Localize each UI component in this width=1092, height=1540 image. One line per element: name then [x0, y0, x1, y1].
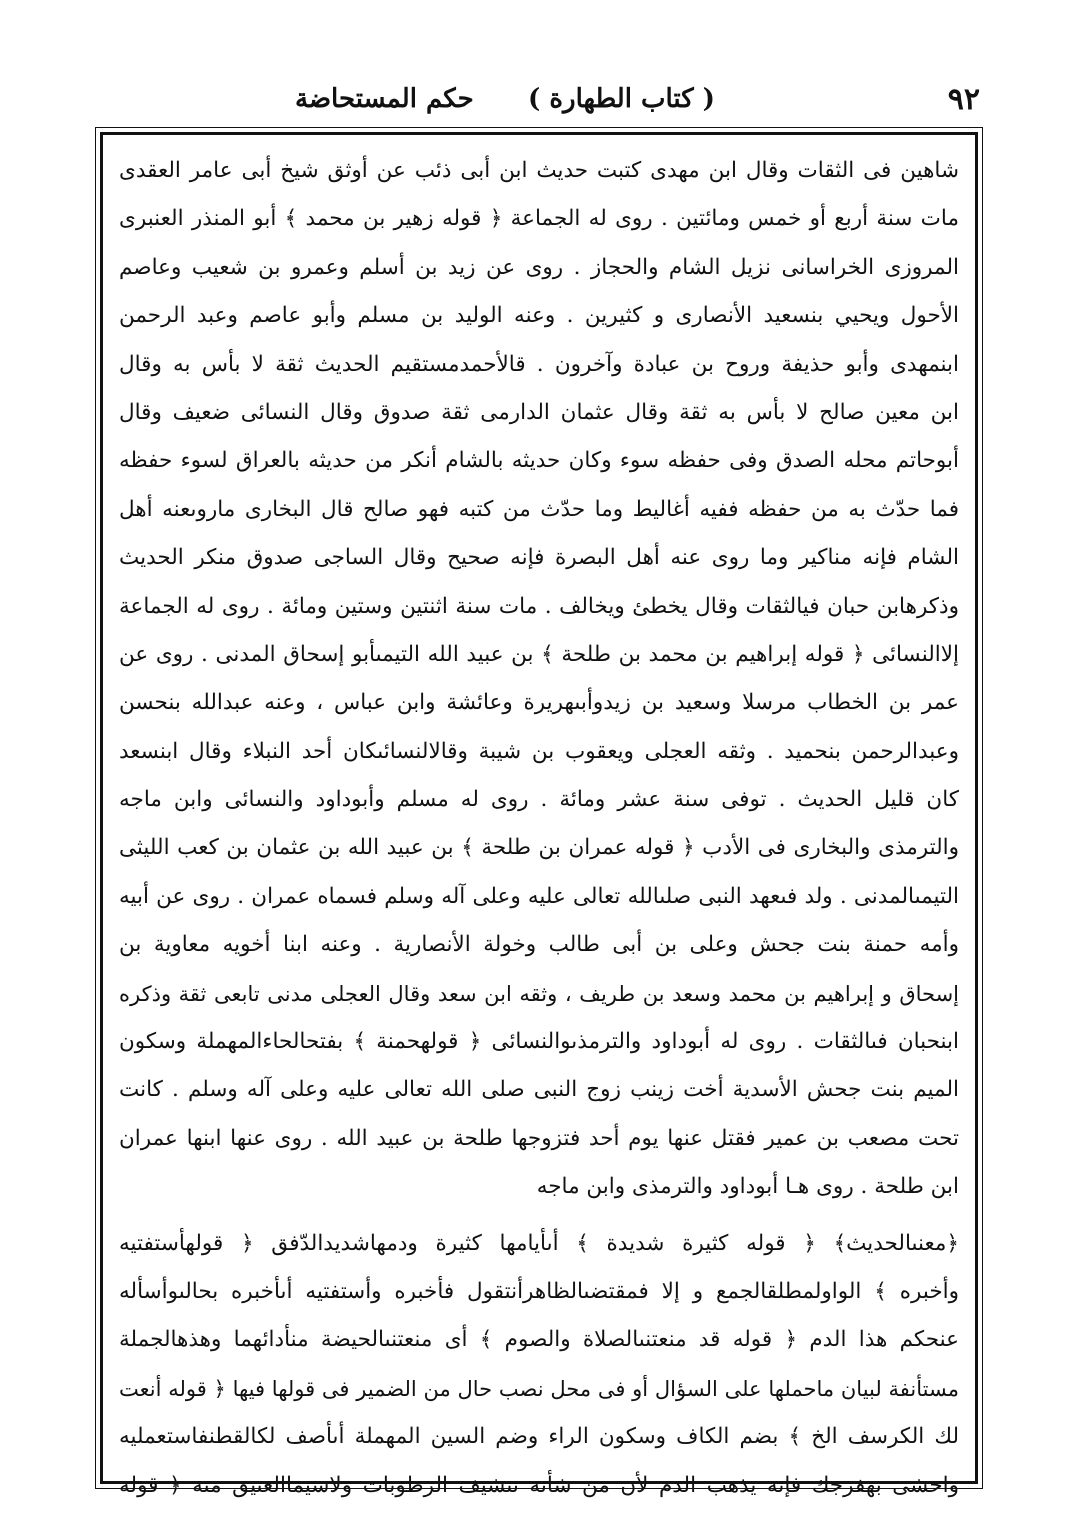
page-number: ٩٢ [947, 82, 980, 117]
text-line: ابن طلحة . روى هـا أبوداود والترمذى وابن ماجه [536, 1174, 959, 1200]
text-line: التيمىالمدنى . ولد فىعهد النبى صلىالله تعالى عليه وعلى آله وسلم فسماه عمران . روى عن أبيه [119, 883, 959, 909]
text-line: فما حدّث به من حفظه ففيه أغاليط وما حدّث من كتبه فهو صالح قال البخارى ماروىعنه أهل [119, 496, 959, 522]
text-line: الأحول ويحيي بنسعيد الأنصارى و كثيرين . وعنه الوليد بن مسلم وأبو عاصم وعبد الرحمن [119, 303, 959, 329]
text-line: مات سنة أربع أو خمس ومائتين . روى له الجماعة ﴿ قوله زهير بن محمد ﴾ أبو المنذر العنبرى [119, 206, 959, 232]
text-line: إلاالنسائى ﴿ قوله إبراهيم بن محمد بن طلحة ﴾ بن عبيد الله التيمىأبو إسحاق المدنى . روى عن [119, 641, 959, 667]
text-line: أبوحاتم محله الصدق وفى حفظه سوء وكان حديثه بالشام أنكر من حديثه بالعراق لسوء حفظه [119, 448, 959, 474]
text-line: ابنمهدى وأبو حذيفة وروح بن عبادة وآخرون . قالأحمدمستقيم الحديث ثقة لا بأس به وقال [119, 351, 959, 377]
text-line: وعبدالرحمن بنحميد . وثقه العجلى ويعقوب بن شيبة وقالالنسائىكان أحد النبلاء وقال ابنسعد [119, 738, 959, 764]
paragraph-hadith-meaning [119, 1220, 959, 1510]
text-line: ابن معين صالح لا بأس به ثقة وقال عثمان الدارمى ثقة صدوق وقال النسائى ضعيف وقال [119, 399, 959, 425]
text-line: شاهين فى الثقات وقال ابن مهدى كتبت حديث ابن أبى ذئب عن أوثق شيخ أبى عامر العقدى [119, 158, 959, 183]
page-header [110, 78, 980, 128]
running-title: ( كتاب الطهارة ) حكم المستحاضة [295, 84, 715, 114]
text-line: واحشى بهفرجك فإنه يذهب الدم لأن من شأنه تنشيف الرطوبات ولاسيماالعتيق منه ﴿ قوله [119, 1472, 959, 1498]
text-line: المروزى الخراسانى نزيل الشام والحجاز . روى عن زيد بن أسلم وعمرو بن شعيب وعاصم [119, 254, 959, 280]
text-line: كان قليل الحديث . توفى سنة عشر ومائة . روى له مسلم وأبوداود والنسائى وابن ماجه [119, 787, 959, 813]
paragraph-divider [119, 1212, 959, 1220]
text-line: عنحكم هذا الدم ﴿ قوله قد منعتنىالصلاة والصوم ﴾ أى منعتنىالحيضة منأدائهما وهذهالجملة [119, 1327, 959, 1353]
text-line: إسحاق و إبراهيم بن محمد وسعد بن طريف ، وثقه ابن سعد وقال العجلى مدنى تابعى ثقة وذكره [119, 981, 959, 1006]
paragraph-biographies [119, 147, 959, 1212]
body-text [119, 147, 959, 1498]
text-line: الشام فإنه مناكير وما روى عنه أهل البصرة فإنه صحيح وقال الساجى صدوق منكر الحديث [119, 545, 959, 571]
text-line: مستأنفة لبيان ماحملها على السؤال أو فى محل نصب حال من الضمير فى قولها فيها ﴿ قوله أنعت [119, 1376, 959, 1401]
text-line: عمر بن الخطاب مرسلا وسعيد بن زيدوأبىهريرة وعائشة وابن عباس ، وعنه عبدالله بنحسن [119, 690, 959, 716]
text-line: لك الكرسف الخ ﴾ بضم الكاف وسكون الراء وضم السين المهملة أىأصف لكالقطنفاستعمليه [119, 1424, 959, 1450]
text-line: وذكرهابن حبان فيالثقات وقال يخطئ ويخالف . مات سنة اثنتين وستين ومائة . روى له الجماعة [119, 593, 959, 619]
text-line: وأخبره ﴾ الواولمطلقالجمع و إلا فمقتضىالظاهرأنتقول فأخبره وأستفتيه أىأخبره بحالىوأسأله [119, 1278, 959, 1304]
text-line: والترمذى والبخارى فى الأدب ﴿ قوله عمران بن طلحة ﴾ بن عبيد الله بن عثمان بن كعب الليثى [119, 835, 959, 861]
text-line: وأمه حمنة بنت جحش وعلى بن أبى طالب وخولة الأنصارية . وعنه ابنا أخويه معاوية بن [119, 932, 959, 958]
text-line: ﴿معنىالحديث﴾ ﴿ قوله كثيرة شديدة ﴾ أىأيامها كثيرة ودمهاشديدالدّفق ﴿ قولهأستفتيه [119, 1230, 959, 1256]
text-line: ابنحبان فىالثقات . روى له أبوداود والترمذىوالنسائى ﴿ قولهحمنة ﴾ بفتحالحاءالمهملة وسكون [119, 1029, 959, 1055]
text-frame [100, 132, 978, 1498]
text-line: تحت مصعب بن عمير فقتل عنها يوم أحد فتزوجها طلحة بن عبيد الله . روى عنها ابنها عمران [119, 1125, 959, 1151]
text-line: الميم بنت جحش الأسدية أخت زينب زوج النبى صلى الله تعالى عليه وعلى آله وسلم . كانت [119, 1077, 959, 1103]
